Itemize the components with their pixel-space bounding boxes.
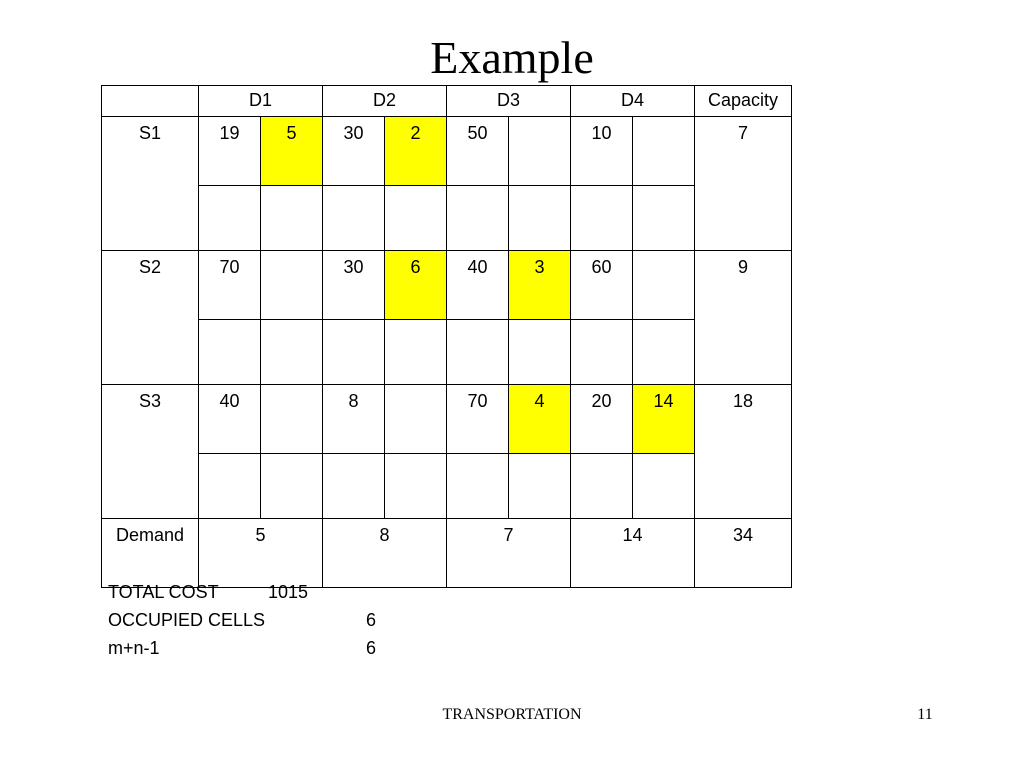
header-d4: D4: [571, 86, 695, 117]
cost-cell: 30: [323, 117, 385, 186]
allocation-cell: [385, 385, 447, 454]
mn-label: m+n-1: [108, 638, 160, 658]
table-subrow-s3: [102, 454, 792, 519]
header-d2: D2: [323, 86, 447, 117]
empty-cell: [385, 320, 447, 385]
allocation-cell: 4: [509, 385, 571, 454]
demand-d2: 8: [323, 519, 447, 588]
table-row-s1: [102, 117, 792, 186]
empty-cell: [199, 186, 261, 251]
empty-cell: [509, 454, 571, 519]
source-label-s2: S2: [102, 251, 199, 385]
empty-cell: [199, 454, 261, 519]
transportation-table: [101, 85, 792, 588]
demand-d4: 14: [571, 519, 695, 588]
total-cost-label: TOTAL COST: [108, 582, 219, 602]
empty-cell: [447, 186, 509, 251]
mn-row: [108, 634, 408, 662]
allocation-cell: 2: [385, 117, 447, 186]
cost-cell: 20: [571, 385, 633, 454]
empty-cell: [571, 320, 633, 385]
table-row-s3: [102, 385, 792, 454]
empty-cell: [323, 454, 385, 519]
demand-d3: 7: [447, 519, 571, 588]
footer-title: TRANSPORTATION: [442, 706, 582, 723]
empty-cell: [199, 320, 261, 385]
empty-cell: [447, 320, 509, 385]
allocation-cell: 5: [261, 117, 323, 186]
cost-cell: 40: [447, 251, 509, 320]
header-capacity: Capacity: [695, 86, 792, 117]
cost-cell: 60: [571, 251, 633, 320]
cost-cell: 30: [323, 251, 385, 320]
allocation-cell: [633, 117, 695, 186]
table-subrow-s2: [102, 320, 792, 385]
page-number: 11: [917, 706, 933, 723]
allocation-cell: [633, 251, 695, 320]
empty-cell: [633, 320, 695, 385]
empty-cell: [633, 454, 695, 519]
cost-cell: 70: [447, 385, 509, 454]
cost-cell: 8: [323, 385, 385, 454]
empty-cell: [323, 320, 385, 385]
empty-cell: [447, 454, 509, 519]
source-label-s3: S3: [102, 385, 199, 519]
summary-block: [108, 578, 408, 662]
header-corner: [102, 86, 199, 117]
capacity-cell-s3: 18: [695, 385, 792, 519]
allocation-cell: 6: [385, 251, 447, 320]
demand-d1: 5: [199, 519, 323, 588]
cost-cell: 10: [571, 117, 633, 186]
cost-cell: 40: [199, 385, 261, 454]
allocation-cell: [261, 251, 323, 320]
empty-cell: [385, 186, 447, 251]
allocation-cell: 14: [633, 385, 695, 454]
allocation-cell: [509, 117, 571, 186]
source-label-s1: S1: [102, 117, 199, 251]
table-subrow-s1: [102, 186, 792, 251]
capacity-cell-s2: 9: [695, 251, 792, 385]
occupied-cells-value: 6: [366, 610, 377, 630]
capacity-cell-s1: 7: [695, 117, 792, 251]
cost-cell: 70: [199, 251, 261, 320]
empty-cell: [509, 320, 571, 385]
empty-cell: [261, 186, 323, 251]
total-cost-value: 1015: [268, 582, 309, 602]
empty-cell: [633, 186, 695, 251]
empty-cell: [261, 320, 323, 385]
empty-cell: [571, 454, 633, 519]
header-d3: D3: [447, 86, 571, 117]
empty-cell: [323, 186, 385, 251]
allocation-cell: [261, 385, 323, 454]
cost-cell: 19: [199, 117, 261, 186]
header-d1: D1: [199, 86, 323, 117]
total-cost-row: [108, 578, 408, 606]
empty-cell: [385, 454, 447, 519]
mn-value: 6: [366, 638, 377, 658]
occupied-cells-label: OCCUPIED CELLS: [108, 610, 266, 630]
empty-cell: [509, 186, 571, 251]
empty-cell: [261, 454, 323, 519]
empty-cell: [571, 186, 633, 251]
table-row-s2: [102, 251, 792, 320]
occupied-cells-row: [108, 606, 408, 634]
allocation-cell: 3: [509, 251, 571, 320]
slide-title: Example: [430, 32, 594, 83]
demand-total: 34: [695, 519, 792, 588]
demand-label: Demand: [102, 519, 199, 588]
cost-cell: 50: [447, 117, 509, 186]
header-row: [102, 86, 792, 117]
